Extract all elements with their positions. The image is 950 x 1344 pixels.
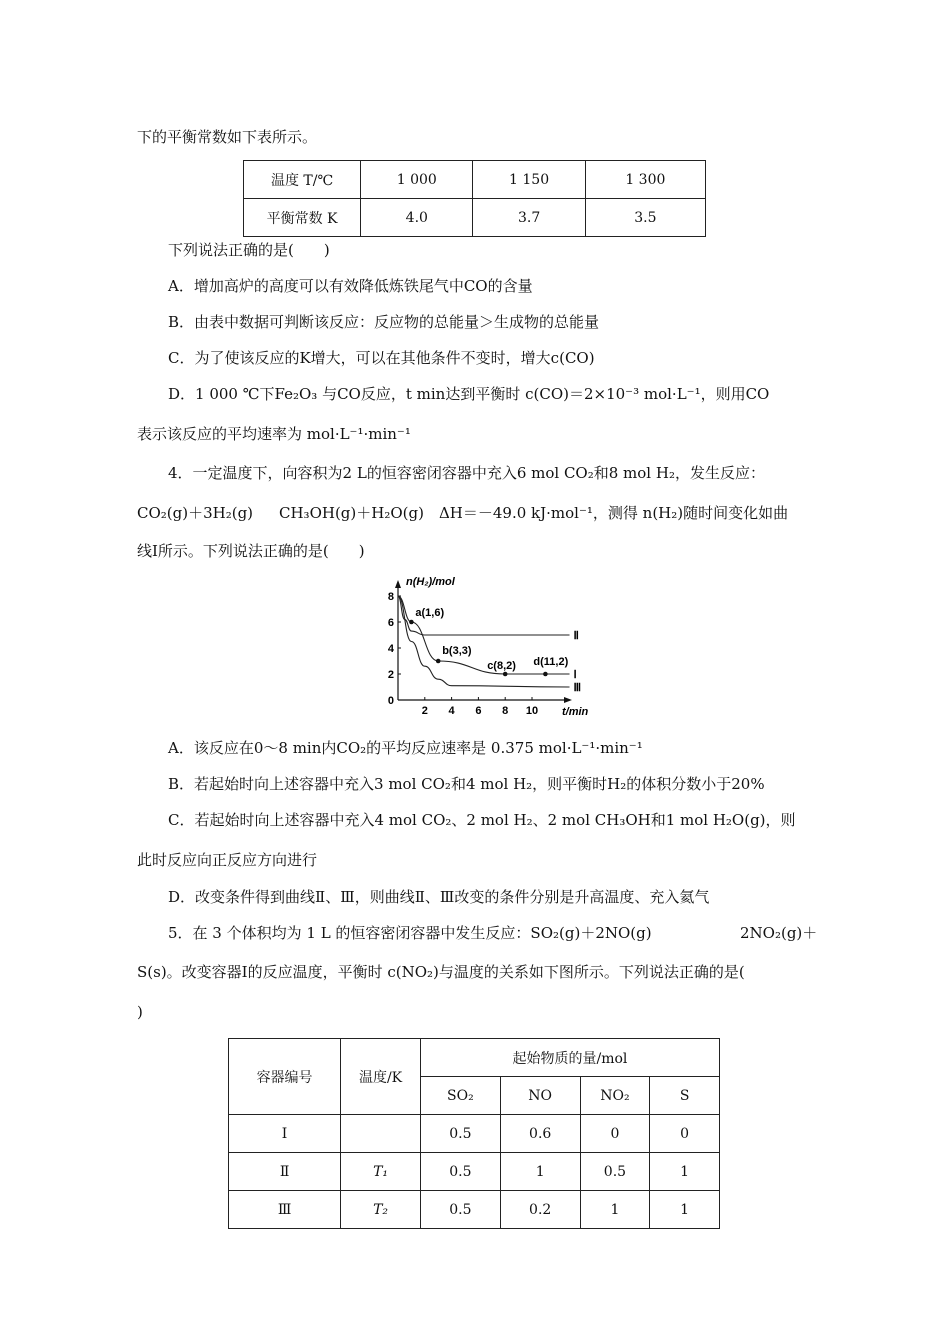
- row-3-s: 1: [650, 1191, 720, 1229]
- header-initial-amount: 起始物质的量/mol: [420, 1039, 719, 1077]
- series-label-1: Ⅰ: [573, 669, 577, 681]
- y-tick-label: 0: [387, 695, 394, 707]
- q4-option-b: B．若起始时向上述容器中充入3 mol CO₂和4 mol H₂，则平衡时H₂的体积分数小于20%: [168, 775, 765, 793]
- row-3-no2: 1: [580, 1191, 650, 1229]
- q3-option-d-line1: D．1 000 ℃下Fe₂O₃ 与CO反应，t min达到平衡时 c(CO)＝2×10⁻³ mol·L⁻¹，则用CO: [168, 385, 770, 403]
- x-tick-label: 4: [448, 705, 455, 717]
- data-point: [436, 659, 441, 664]
- h2-time-chart: [352, 572, 612, 720]
- row-1-temp: [341, 1115, 421, 1153]
- point-label: a(1,6): [415, 607, 445, 619]
- q3-option-b: B．由表中数据可判断该反应：反应物的总能量＞生成物的总能量: [168, 313, 600, 331]
- x-tick-label: 10: [525, 705, 539, 717]
- point-label: c(8,2): [487, 660, 516, 672]
- row-1-no2: 0: [580, 1115, 650, 1153]
- row-2-s: 1: [650, 1153, 720, 1191]
- y-axis-arrow: [395, 580, 401, 588]
- y-tick-label: 4: [387, 643, 394, 655]
- data-point: [503, 672, 508, 677]
- x-axis-arrow: [564, 697, 572, 703]
- initial-amount-table: [228, 1038, 720, 1229]
- row-1-container: Ⅰ: [229, 1115, 341, 1153]
- k-value-1300: 3.5: [585, 199, 705, 237]
- q4-option-c-line2: 此时反应向正反应方向进行: [137, 851, 318, 869]
- y-axis-label: n(H₂)/mol: [406, 576, 455, 588]
- subheader-so2: SO₂: [420, 1077, 500, 1115]
- subheader-no2: NO₂: [580, 1077, 650, 1115]
- row-3-temp: T₂: [341, 1191, 421, 1229]
- x-tick-label: 6: [475, 705, 482, 717]
- header-temperature-k: 温度/K: [341, 1039, 421, 1115]
- q5-stem-line3: ): [137, 1003, 143, 1021]
- table-row: [229, 1153, 720, 1191]
- q3-option-a: A．增加高炉的高度可以有效降低炼铁尾气中CO的含量: [168, 277, 533, 295]
- row-2-so2: 0.5: [420, 1153, 500, 1191]
- row-2-no2: 0.5: [580, 1153, 650, 1191]
- table-row: [229, 1115, 720, 1153]
- q3-prompt: 下列说法正确的是( ): [168, 241, 330, 259]
- subheader-s: S: [650, 1077, 720, 1115]
- y-tick-label: 8: [387, 591, 394, 603]
- q3-intro: 下的平衡常数如下表所示。: [137, 128, 318, 146]
- row-label-k: 平衡常数 K: [244, 199, 361, 237]
- q4-stem-line1: 4．一定温度下，向容积为2 L的恒容密闭容器中充入6 mol CO₂和8 mol H₂，发生反应：: [168, 464, 765, 482]
- row-1-no: 0.6: [500, 1115, 580, 1153]
- row-3-so2: 0.5: [420, 1191, 500, 1229]
- q4-option-a: A．该反应在0～8 min内CO₂的平均反应速率是 0.375 mol·L⁻¹·min⁻¹: [168, 739, 643, 757]
- row-2-temp: T₁: [341, 1153, 421, 1191]
- x-tick-label: 2: [421, 705, 428, 717]
- row-1-so2: 0.5: [420, 1115, 500, 1153]
- series-label-2: Ⅱ: [573, 630, 579, 642]
- q4-option-c-line1: C．若起始时向上述容器中充入4 mol CO₂、2 mol H₂、2 mol CH₃OH和1 mol H₂O(g)，则: [168, 811, 796, 829]
- point-label: d(11,2): [533, 656, 569, 668]
- y-tick-label: 2: [387, 669, 394, 681]
- q5-stem-line2: S(s)。改变容器Ⅰ的反应温度，平衡时 c(NO₂)与温度的关系如下图所示。下列说法正确的是(: [137, 963, 745, 981]
- q4-option-d: D．改变条件得到曲线Ⅱ、Ⅲ，则曲线Ⅱ、Ⅲ改变的条件分别是升高温度、充入氦气: [168, 888, 710, 906]
- row-3-no: 0.2: [500, 1191, 580, 1229]
- x-tick-label: 8: [502, 705, 509, 717]
- table-row: [229, 1191, 720, 1229]
- header-1000: 1 000: [361, 161, 473, 199]
- subheader-no: NO: [500, 1077, 580, 1115]
- q3-option-c: C．为了使该反应的K增大，可以在其他条件不变时，增大c(CO): [168, 349, 595, 367]
- q5-stem-line1-right: 2NO₂(g)＋: [740, 924, 818, 942]
- k-value-1150: 3.7: [473, 199, 585, 237]
- row-1-s: 0: [650, 1115, 720, 1153]
- row-2-no: 1: [500, 1153, 580, 1191]
- row-3-container: Ⅲ: [229, 1191, 341, 1229]
- header-container-no: 容器编号: [229, 1039, 341, 1115]
- q3-option-d-line2: 表示该反应的平均速率为 mol·L⁻¹·min⁻¹: [137, 425, 411, 443]
- q4-equation-right: CH₃OH(g)＋H₂O(g) ΔH＝－49.0 kJ·mol⁻¹，测得 n(H₂)随时间变化如曲: [279, 504, 789, 522]
- data-point: [409, 620, 414, 625]
- q4-equation-left: CO₂(g)＋3H₂(g): [137, 504, 254, 522]
- equilibrium-constant-table: [243, 160, 706, 237]
- q4-stem-line3: 线Ⅰ所示。下列说法正确的是( ): [137, 542, 365, 560]
- series-label-3: Ⅲ: [573, 682, 582, 694]
- q5-stem-line1-left: 5．在 3 个体积均为 1 L 的恒容密闭容器中发生反应：SO₂(g)＋2NO(g): [168, 924, 652, 942]
- header-temperature: 温度 T/℃: [244, 161, 361, 199]
- point-label: b(3,3): [442, 645, 472, 657]
- data-point: [543, 672, 548, 677]
- k-value-1000: 4.0: [361, 199, 473, 237]
- row-2-container: Ⅱ: [229, 1153, 341, 1191]
- x-axis-label: t/min: [562, 706, 589, 718]
- y-tick-label: 6: [387, 617, 394, 629]
- header-1150: 1 150: [473, 161, 585, 199]
- header-1300: 1 300: [585, 161, 705, 199]
